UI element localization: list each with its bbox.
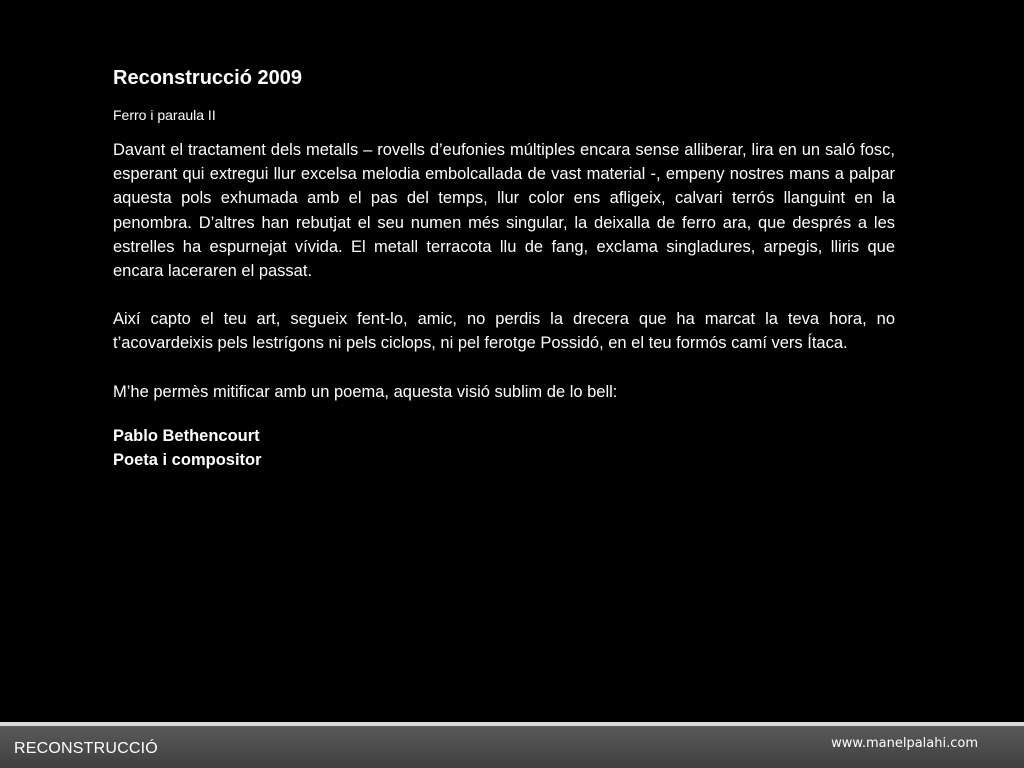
slide-content xyxy=(113,64,895,472)
author-name: Pablo Bethencourt xyxy=(113,426,260,445)
slide-title: Reconstrucció 2009 xyxy=(113,67,302,89)
slide-subtitle: Ferro i paraula II xyxy=(113,107,216,123)
footer-website-link[interactable]: www.manelpalahi.com xyxy=(831,736,978,751)
footer-section-label: RECONSTRUCCIÓ xyxy=(14,740,158,757)
poem-intro-line: M’he permès mitificar amb un poema, aquesta visió sublim de lo bell: xyxy=(113,382,618,401)
body-paragraph-1: Davant el tractament dels metalls – rovells d’eufonies múltiples encara sense alliberar, lira en un saló fosc, esperant qui extregui llur excelsa melodia embolcallada de vast material -, empeny nostres mans a palpar aquesta pols exhumada amb el pas del temps, llur color ens afligeix, calvari terrós llanguint en la penombra. D’altres han rebutjat el seu numen més singular, la deixalla de ferro ara, que després a les estrelles ha espurnejat vívida. El metall terracota llu de fang, exclama singladures, arpegis, lliris que encara laceraren el passat. xyxy=(113,141,895,281)
body-paragraph-2: Així capto el teu art, segueix fent-lo, amic, no perdis la drecera que ha marcat la teva hora, no t’acovardeixis pels lestrígons ni pels ciclops, ni pel ferotge Possidó, en el teu formós camí vers Ítaca. xyxy=(113,310,895,353)
author-signature xyxy=(113,424,895,472)
author-role: Poeta i compositor xyxy=(113,450,262,469)
